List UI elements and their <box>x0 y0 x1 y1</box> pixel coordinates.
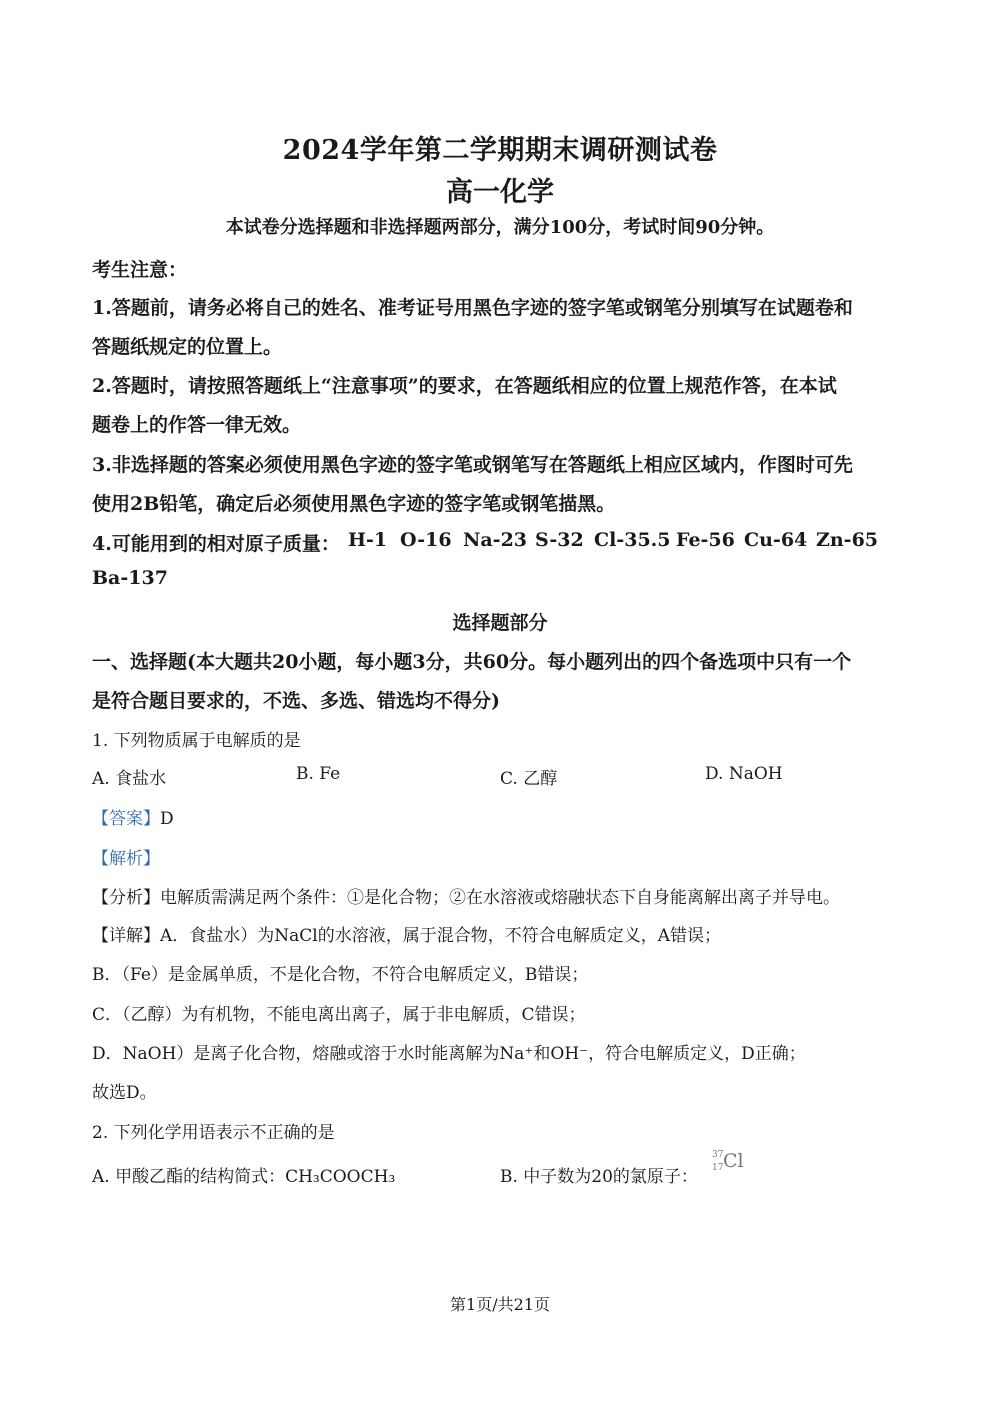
question-1-conclusion: 故选D。 <box>92 1083 157 1103</box>
question-1-answer <box>92 804 174 829</box>
question-1-option-b: B. Fe <box>296 764 341 784</box>
analysis-label: 【解析】 <box>92 849 160 869</box>
notice-item-1-line-1: 1.答题前，请务必将自己的姓名、准考证号用黑色字迹的签字笔或钢笔分别填写在试题卷和 <box>92 297 853 319</box>
atomic-mass-cl: Cl-35.5 <box>594 529 671 551</box>
chlorine-isotope-notation <box>712 1150 752 1180</box>
notice-item-1-line-2: 答题纸规定的位置上。 <box>92 336 283 358</box>
question-1-explanation-b: B．（Fe）是金属单质，不是化合物，不符合电解质定义，B错误； <box>92 965 589 985</box>
isotope-symbol: Cl <box>723 1150 744 1172</box>
notice-item-3-line-1: 3.非选择题的答案必须使用黑色字迹的签字笔或钢笔写在答题纸上相应区域内，作图时可先 <box>92 454 853 476</box>
notice-item-4-prefix: 4.可能用到的相对原子质量： <box>92 533 340 555</box>
atomic-mass-o: O-16 <box>400 529 452 551</box>
question-1-option-a: A. 食盐水 <box>92 769 167 789</box>
part-1-instructions-line-2: 是符合题目要求的，不选、多选、错选均不得分) <box>92 690 500 712</box>
fenxi-label: 【分析】 <box>92 888 160 908</box>
question-1-xiangjie <box>92 921 721 946</box>
notice-item-3-line-2: 使用2B铅笔，确定后必须使用黑色字迹的签字笔或钢笔描黑。 <box>92 493 616 515</box>
fenxi-text: 电解质需满足两个条件：①是化合物；②在水溶液或熔融状态下自身能离解出离子并导电。 <box>160 888 840 908</box>
section-heading: 选择题部分 <box>452 612 548 634</box>
atomic-mass-cu: Cu-64 <box>744 529 808 551</box>
exam-title: 2024学年第二学期期末调研测试卷 <box>282 135 718 166</box>
atomic-mass-s: S-32 <box>535 529 584 551</box>
isotope-mass-number: 37 <box>712 1150 724 1160</box>
atomic-mass-h: H-1 <box>348 529 388 551</box>
xiangjie-label: 【详解】 <box>92 926 160 946</box>
page-number: 第1页/共21页 <box>450 1295 550 1314</box>
atomic-mass-fe: Fe-56 <box>676 529 735 551</box>
notice-item-2-line-1: 2.答题时，请按照答题纸上“注意事项”的要求，在答题纸相应的位置上规范作答，在本试 <box>92 375 837 397</box>
part-1-instructions-line-1: 一、选择题(本大题共20小题，每小题3分，共60分。每小题列出的四个备选项中只有一个 <box>92 651 852 673</box>
question-1-option-c: C. 乙醇 <box>500 769 558 789</box>
exam-subject: 高一化学 <box>446 177 554 208</box>
answer-label: 【答案】 <box>92 809 160 829</box>
question-2-option-a: A. 甲酸乙酯的结构简式：CH₃COOCH₃ <box>92 1167 396 1187</box>
atomic-mass-na: Na-23 <box>463 529 528 551</box>
xiangjie-text: A．食盐水）为NaCl的水溶液，属于混合物，不符合电解质定义，A错误； <box>160 926 722 946</box>
question-2-option-b: B. 中子数为20的氯原子： <box>500 1167 698 1187</box>
atomic-mass-zn: Zn-65 <box>816 529 879 551</box>
question-1-fenxi <box>92 883 840 908</box>
question-1-explanation-c: C．（乙醇）为有机物，不能电离出离子，属于非电解质，C错误； <box>92 1005 586 1025</box>
notice-heading: 考生注意： <box>92 259 188 281</box>
question-2-stem: 2. 下列化学用语表示不正确的是 <box>92 1123 335 1143</box>
notice-item-2-line-2: 题卷上的作答一律无效。 <box>92 414 302 436</box>
question-1-option-d: D. NaOH <box>705 764 783 784</box>
question-1-stem: 1. 下列物质属于电解质的是 <box>92 731 301 751</box>
atomic-mass-ba: Ba-137 <box>92 567 168 589</box>
question-1-explanation-d: D．NaOH）是离子化合物，熔融或溶于水时能离解为Na⁺和OH⁻，符合电解质定义，D正确； <box>92 1044 806 1064</box>
isotope-atomic-number: 17 <box>712 1163 724 1173</box>
exam-subtitle: 本试卷分选择题和非选择题两部分，满分100分，考试时间90分钟。 <box>225 217 775 238</box>
answer-value: D <box>160 809 174 829</box>
